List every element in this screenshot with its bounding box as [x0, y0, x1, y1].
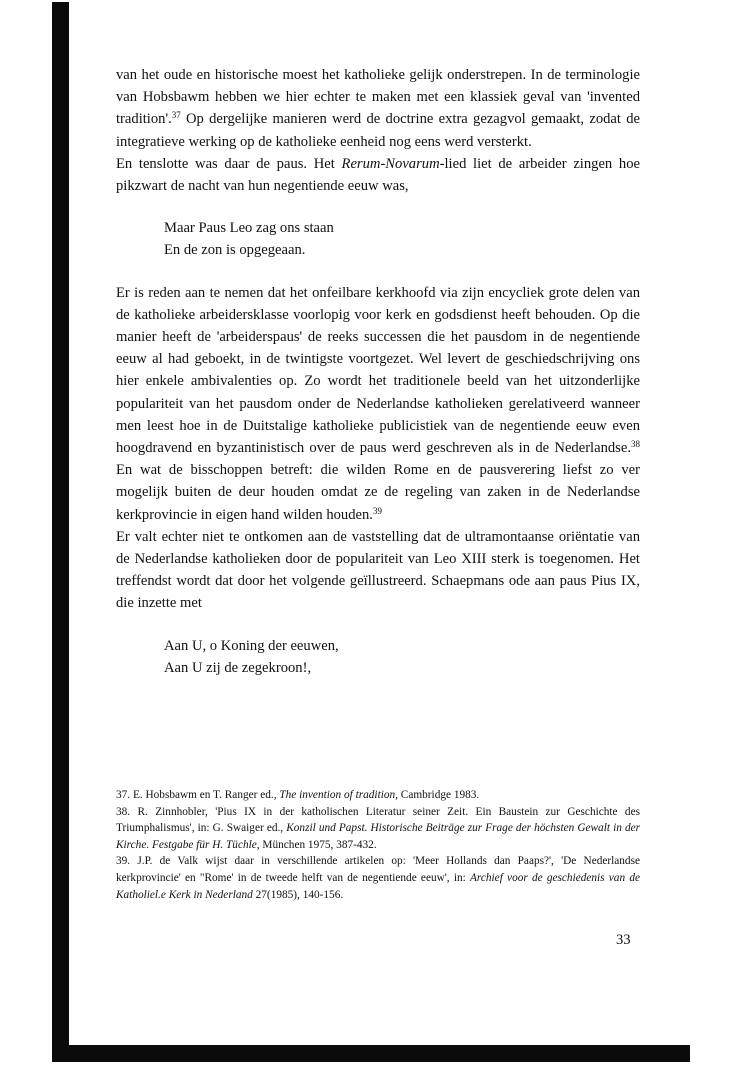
footnote-37-title: The invention of tradition, [279, 789, 398, 801]
rerum-novarum-title: Rerum-Novarum [341, 155, 440, 172]
spacer [116, 615, 640, 635]
footnote-39-suffix: 27(1985), 140-156. [252, 888, 344, 901]
footnote-37-suffix: Cambridge 1983. [397, 789, 480, 801]
paragraph-2-text-b: -lied liet de arbeider zingen hoe pikzwart de nacht van hun negentiende eeuw was, [116, 155, 640, 195]
poem-quote-2 [116, 635, 640, 679]
paragraph-1-text-a: van het oude en historische moest het katholieke gelijk onderstrepen. In de terminologie van Hobsbawm hebben we hier echter te maken met een klassiek geval van 'invented tradition'. [116, 67, 640, 128]
poem-line: En de zon is opgegeaan. [164, 242, 306, 259]
footnote-38-prefix: 38. R. Zinnhobler, 'Pius IX in der katholischen Literatur seiner Zeit. Ein Baustein zur Geschichte des Triumphalismus', in: G. Swaiger ed., [116, 805, 640, 835]
footnote-37-prefix: 37. E. Hobsbawm en T. Ranger ed., [116, 789, 280, 801]
footnote-ref-37: 37 [171, 110, 181, 121]
footnote-39-title: Archief voor de geschiedenis van de Katholiel.e Kerk in Nederland [116, 871, 640, 901]
footnote-38 [116, 804, 640, 854]
footnote-39-prefix: 39. J.P. de Valk wijst daar in verschillende artikelen op: 'Meer Hollands dan Paaps?', 'De Nederlandse kerkprovincie' en "Rome' in de tweede helft van de negentiende eeuw', in: [116, 855, 640, 884]
paragraph-4: Er valt echter niet te ontkomen aan de vaststelling dat de ultramontaanse oriëntatie van de Nederlandse katholieken door de populariteit van Leo XIII sterk is toegenomen. Het treffendst wordt dat door het volgende geïllustreerd. Schaepmans ode aan paus Pius IX, die inzette met [116, 528, 640, 612]
paragraph-3-text-b: En wat de bisschoppen betreft: die wilden Rome en de pausverering liefst zo ver mogelijk buiten de deur houden omdat ze de regeling van zaken in de Nederlandse kerkprovincie in eigen hand wilden houden. [116, 462, 640, 523]
footnote-38-title: Konzil und Papst. Historische Beiträge zur Frage der höchsten Gewalt in der Kirche. Festgabe für H. Tüchle, [116, 822, 641, 851]
footnote-37 [116, 787, 640, 804]
footnote-ref-39: 39 [372, 505, 382, 516]
paragraph-2 [116, 153, 640, 197]
spacer [116, 262, 640, 282]
paragraph-1-text-b: Op dergelijke manieren werd de doctrine extra gezagvol gemaakt, zodat de integratieve werking op de katholieke eenheid nog eens werd versterkt. [116, 111, 640, 150]
scan-edge-bottom [52, 1045, 690, 1062]
spacer [116, 197, 640, 217]
poem-line: Maar Paus Leo zag ons staan [164, 220, 334, 237]
footnotes [116, 787, 640, 903]
footnote-39 [116, 853, 640, 903]
paragraph-1 [116, 64, 640, 153]
paragraph-3-text-a: Er is reden aan te nemen dat het onfeilbare kerkhoofd via zijn encycliek grote delen van de katholieke arbeidersklasse voorlopig voor kerk en godsdienst heeft behouden. Op die manier heeft de 'arbeiderspaus' de reeks successen die het pausdom in de negentiende eeuw al had geboekt, in de twintigste voortgezet. Wel levert de geschiedschrijving ons hier enkele ambivalenties op. Zo wordt het traditionele beeld van het uitzonderlijke populariteit van het pausdom onder de Nederlandse katholieken gerelativeerd wanneer men leest hoe in de Duitstalige katholieke publicistiek van de negentiende eeuw even hoogdravend en byzantinistisch over de paus werd geschreven als in de Nederlandse. [116, 284, 640, 457]
footnote-38-suffix: München 1975, 387-432. [259, 838, 377, 851]
poem-line: Aan U, o Koning der eeuwen, [164, 637, 339, 654]
poem-quote-1 [116, 217, 640, 261]
paragraph-2-text-a: En tenslotte was daar de paus. Het [116, 155, 342, 172]
scan-edge-left [52, 2, 69, 1054]
footnote-ref-38: 38 [631, 439, 640, 450]
page-number: 33 [616, 932, 631, 948]
poem-line: Aan U zij de zegekroon!, [164, 659, 312, 676]
body-text [116, 64, 640, 679]
paragraph-3 [116, 282, 640, 526]
